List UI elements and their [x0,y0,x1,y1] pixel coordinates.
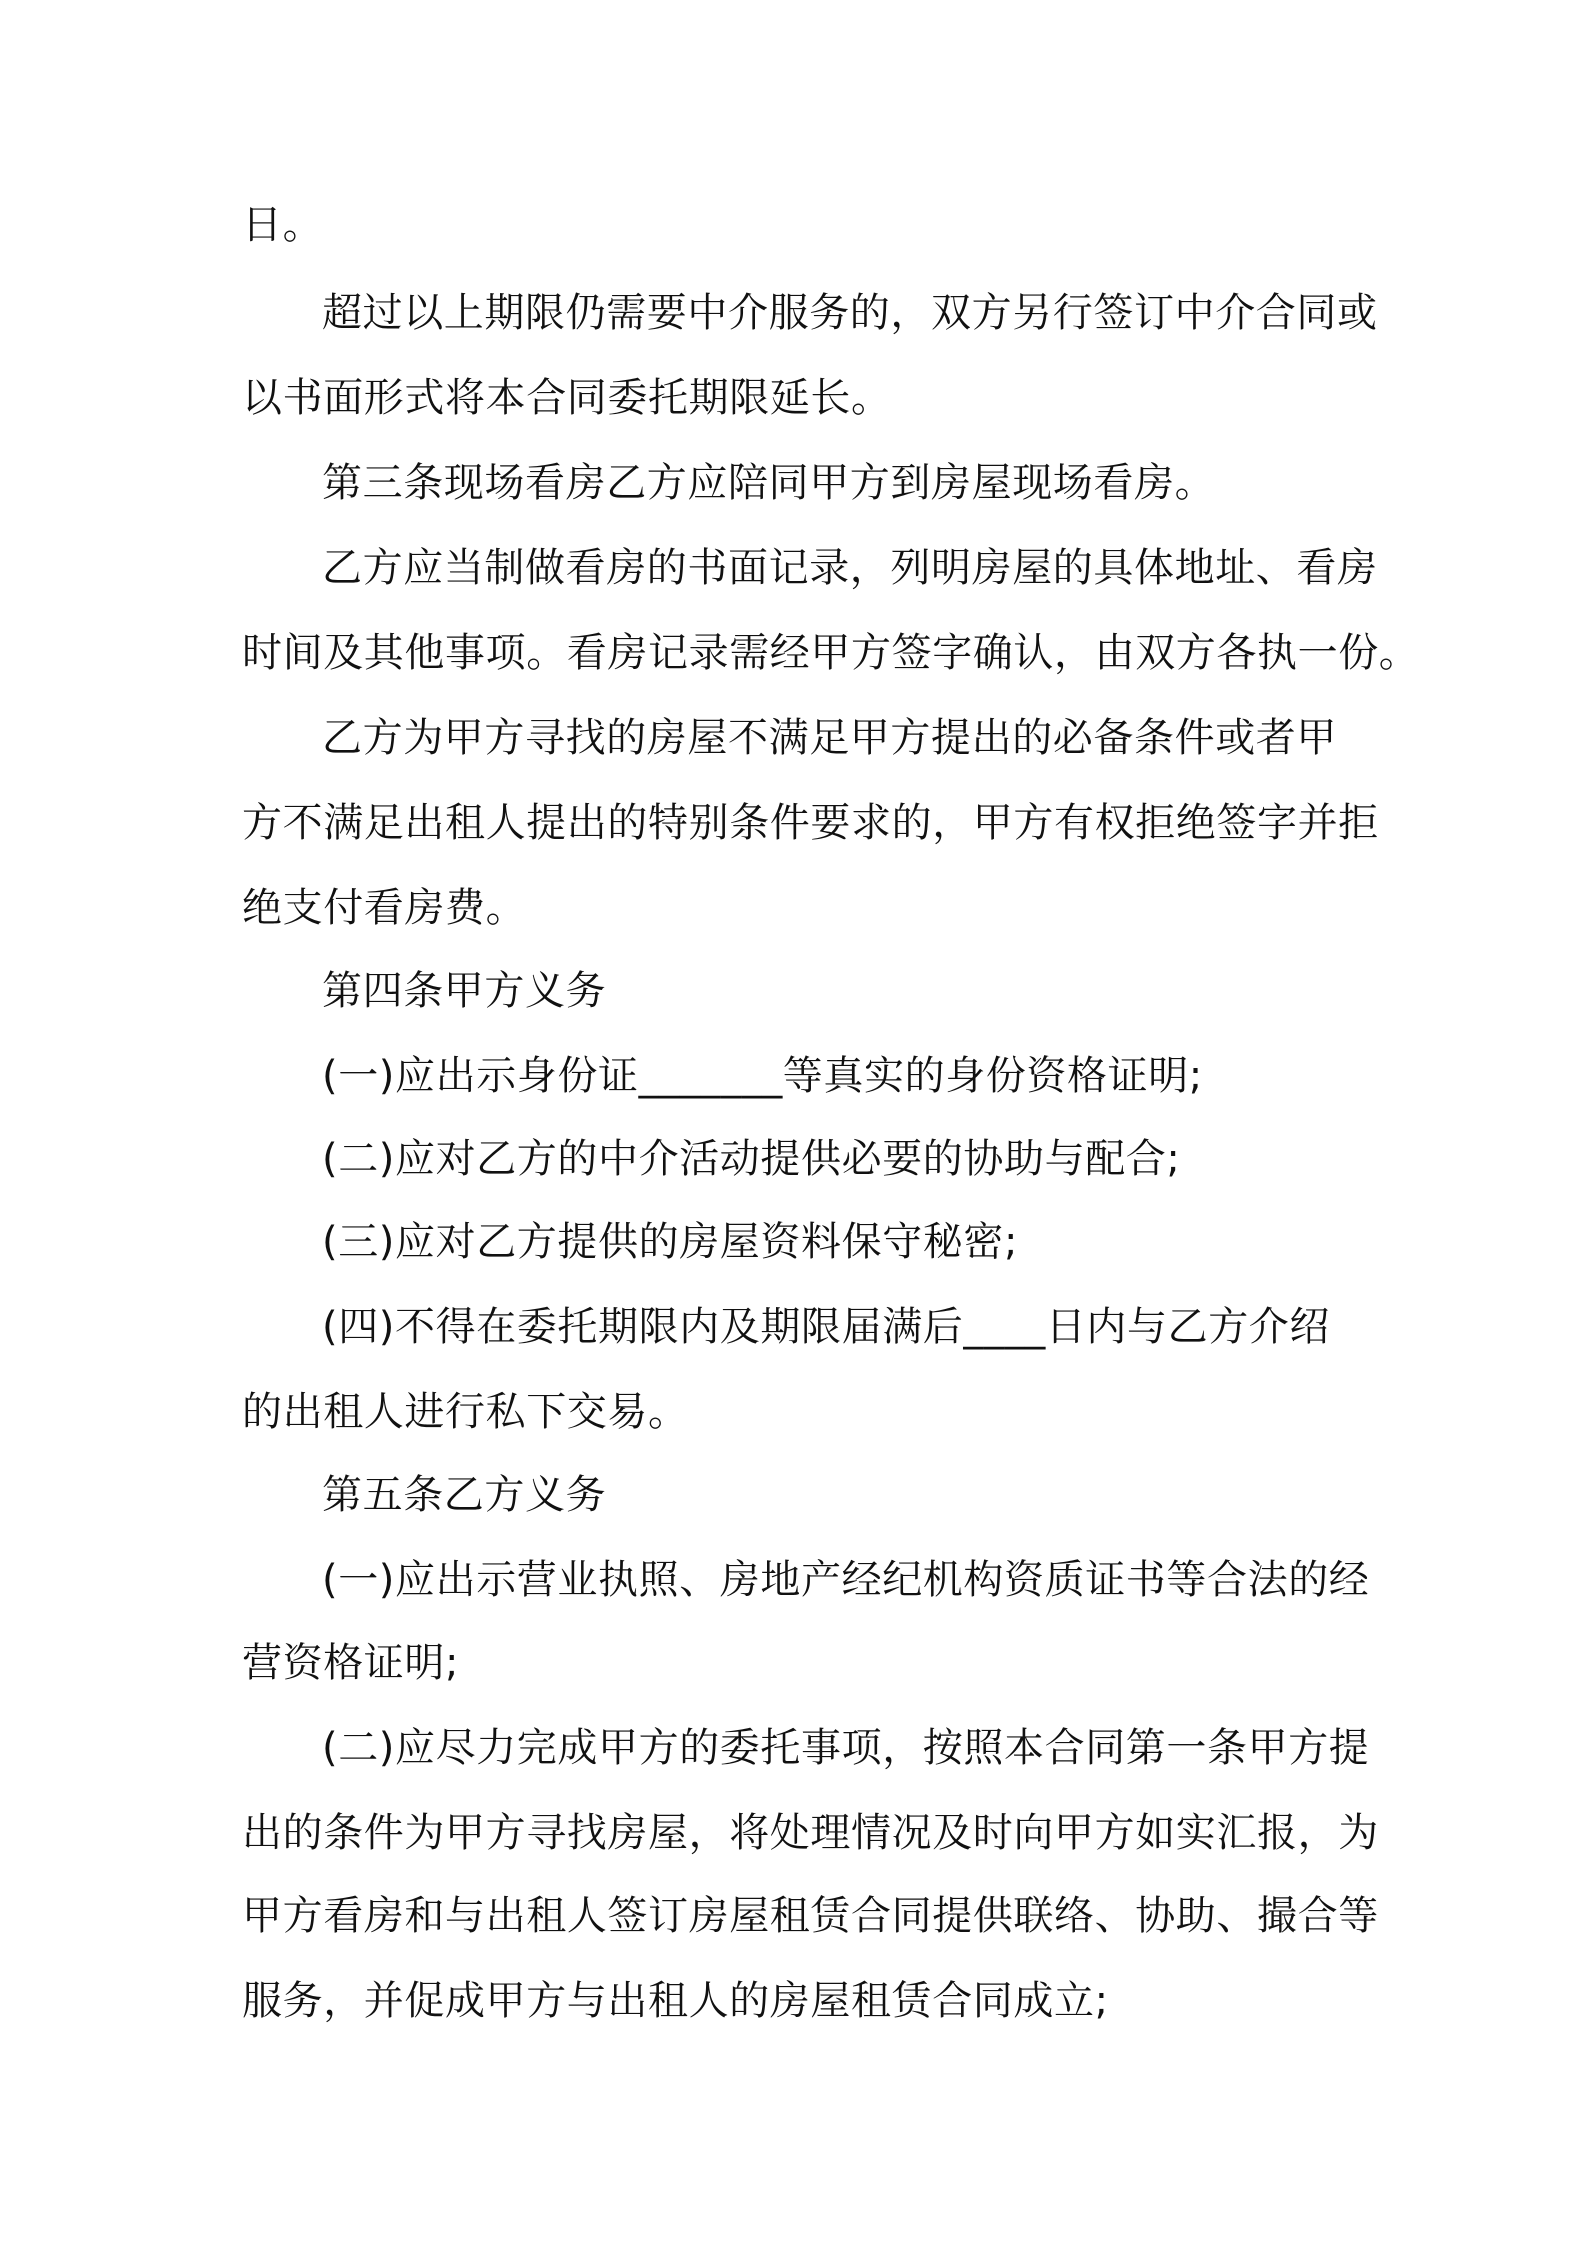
section-3-heading: 第三条现场看房乙方应陪同甲方到房屋现场看房。 [322,460,1216,506]
obligation-b-2-cont-2: 甲方看房和与出租人签订房屋租赁合同提供联络、协助、撮合等 [242,1893,1379,1939]
obligation-a-4-cont: 的出租人进行私下交易。 [242,1389,689,1435]
obligation-b-1-cont: 营资格证明; [242,1640,460,1686]
obligation-a-3: (三)应对乙方提供的房屋资料保守秘密; [322,1219,1019,1265]
obligation-a-4: (四)不得在委托期限内及期限届满后____日内与乙方介绍 [322,1304,1331,1350]
obligation-b-2: (二)应尽力完成甲方的委托事项，按照本合同第一条甲方提 [322,1725,1370,1771]
obligation-b-2-cont-3: 服务，并促成甲方与出租人的房屋租赁合同成立; [242,1978,1109,2024]
text-line-9: 绝支付看房费。 [242,885,527,931]
obligation-b-1: (一)应出示营业执照、房地产经纪机构资质证书等合法的经 [322,1557,1370,1603]
obligation-a-2: (二)应对乙方的中介活动提供必要的协助与配合; [322,1136,1181,1182]
text-line-7: 乙方为甲方寻找的房屋不满足甲方提出的必备条件或者甲 [322,715,1337,761]
obligation-a-1: (一)应出示身份证_______等真实的身份资格证明; [322,1053,1203,1099]
text-line-2: 超过以上期限仍需要中介服务的，双方另行签订中介合同或 [322,290,1378,336]
obligation-b-2-cont-1: 出的条件为甲方寻找房屋，将处理情况及时向甲方如实汇报，为 [242,1810,1379,1856]
section-4-heading: 第四条甲方义务 [322,968,607,1014]
text-line-3: 以书面形式将本合同委托期限延长。 [242,375,892,421]
text-line-1: 日。 [242,202,324,248]
text-line-5: 乙方应当制做看房的书面记录，列明房屋的具体地址、看房 [322,545,1378,591]
text-line-8: 方不满足出租人提出的特别条件要求的，甲方有权拒绝签字并拒 [242,800,1379,846]
text-line-6: 时间及其他事项。看房记录需经甲方签字确认，由双方各执一份。 [242,630,1420,676]
section-5-heading: 第五条乙方义务 [322,1472,607,1518]
